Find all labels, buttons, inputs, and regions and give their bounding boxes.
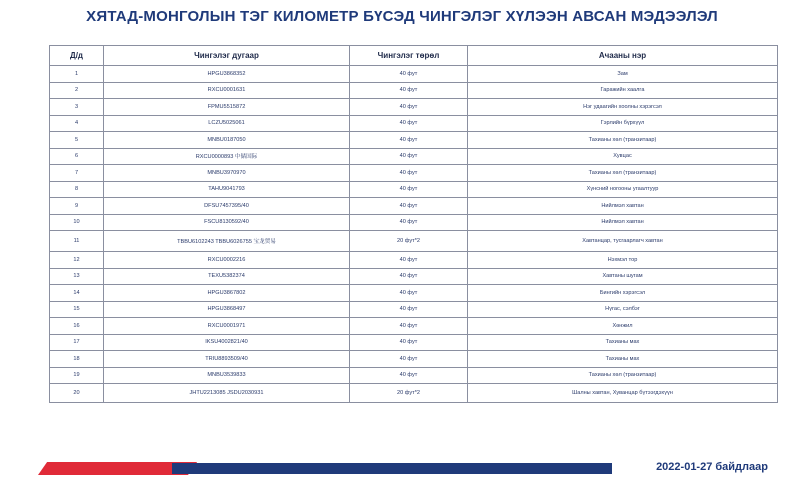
cell-index: 4 [50,115,104,132]
cell-index: 7 [50,165,104,182]
cell-index: 16 [50,318,104,335]
cell-index: 2 [50,82,104,99]
table-row [50,66,778,83]
table-row [50,318,778,335]
cell-container-number: IKSU4002821/40 [104,334,350,351]
table-row [50,285,778,302]
table-header-row [50,46,778,66]
table-row [50,301,778,318]
table-row [50,148,778,165]
cell-index: 14 [50,285,104,302]
table-row [50,115,778,132]
table-row [50,214,778,231]
cell-cargo-name: Хөнжил [468,318,778,335]
page-title: ХЯТАД-МОНГОЛЫН ТЭГ КИЛОМЕТР БҮСЭД ЧИНГЭЛЭГ ХҮЛЭЭН АВСАН МЭДЭЭЛЭЛ [86,8,718,25]
cell-container-number: MNBU3539833 [104,367,350,384]
cell-container-type: 40 фут [350,165,468,182]
cell-container-type: 40 фут [350,132,468,149]
cell-cargo-name: Нийлмэл хавтан [468,214,778,231]
cell-cargo-name: Тахианы мах [468,334,778,351]
table-row [50,268,778,285]
cell-index: 3 [50,99,104,116]
cell-container-number: HPGU3868497 [104,301,350,318]
cell-container-number: DFSU7457395/40 [104,198,350,215]
cell-cargo-name: Нэхмэл тор [468,252,778,269]
cell-container-number: RXCU0002216 [104,252,350,269]
cell-container-number: MNBU0187050 [104,132,350,149]
cell-cargo-name: Шалны хавтан, Хуванцар бүтээгдэхүүн [468,384,778,403]
cell-cargo-name: Тахианы хөл (транзитаар) [468,165,778,182]
cell-container-type: 40 фут [350,198,468,215]
cell-cargo-name: Хувцас [468,148,778,165]
cell-container-number: FSCU8130592/40 [104,214,350,231]
header-index: Д/д [50,46,104,66]
cell-container-number: FPMU5515872 [104,99,350,116]
cell-container-number: JHTU2213085 JSDU2030931 [104,384,350,403]
cell-container-number: TAHU9041793 [104,181,350,198]
cell-container-type: 40 фут [350,367,468,384]
cell-container-type: 40 фут [350,115,468,132]
cell-container-type: 40 фут [350,181,468,198]
table-row [50,351,778,368]
cell-container-number: TEXU5382374 [104,268,350,285]
cell-container-type: 40 фут [350,351,468,368]
cell-cargo-name: Гаражийн хаалга [468,82,778,99]
cell-cargo-name: Нэг удаагийн хоолны хэрэгсэл [468,99,778,116]
report-date: 2022-01-27 байдлаар [656,461,768,473]
cell-container-type: 40 фут [350,252,468,269]
cell-container-type: 40 фут [350,148,468,165]
cell-index: 5 [50,132,104,149]
cell-container-number: LCZU5025061 [104,115,350,132]
cell-container-number: MNBU3970970 [104,165,350,182]
table-row [50,198,778,215]
cell-cargo-name: Тахианы хөл (транзитаар) [468,367,778,384]
cell-index: 1 [50,66,104,83]
cell-container-number: RXCU0001971 [104,318,350,335]
table-row [50,165,778,182]
cell-container-type: 20 фут*2 [350,384,468,403]
footer-stripe-navy [172,463,612,474]
cell-container-type: 20 фут*2 [350,231,468,252]
cell-container-type: 40 фут [350,268,468,285]
cell-index: 6 [50,148,104,165]
cell-cargo-name: Тахианы хөл (транзитаар) [468,132,778,149]
cell-container-type: 40 фут [350,285,468,302]
cell-container-number: HPGU3867802 [104,285,350,302]
container-table [49,45,778,403]
table-row [50,231,778,252]
table-row [50,82,778,99]
header-cargo-name: Ачааны нэр [468,46,778,66]
cell-cargo-name: Бингийн хэрэгсэл [468,285,778,302]
cell-index: 13 [50,268,104,285]
cell-index: 20 [50,384,104,403]
cell-container-number: TRIU8893509/40 [104,351,350,368]
cell-index: 9 [50,198,104,215]
cell-cargo-name: Хавтаны шугам [468,268,778,285]
cell-cargo-name: Тахианы мах [468,351,778,368]
cell-cargo-name: Хүнсний ногооны угаалтуур [468,181,778,198]
table-row [50,181,778,198]
cell-container-type: 40 фут [350,82,468,99]
cell-container-type: 40 фут [350,301,468,318]
cell-index: 8 [50,181,104,198]
table-row [50,132,778,149]
cell-cargo-name: Зам [468,66,778,83]
cell-index: 11 [50,231,104,252]
cell-cargo-name: Нүгас, сэлбэг [468,301,778,318]
table-row [50,99,778,116]
header-container-number: Чингэлэг дугаар [104,46,350,66]
header-container-type: Чингэлэг төрөл [350,46,468,66]
cell-container-number: HPGU3868352 [104,66,350,83]
table-row [50,384,778,403]
cell-index: 12 [50,252,104,269]
cell-index: 15 [50,301,104,318]
cell-container-type: 40 фут [350,99,468,116]
table-row [50,252,778,269]
cell-container-type: 40 фут [350,214,468,231]
cell-cargo-name: Нийлмэл хавтан [468,198,778,215]
cell-container-type: 40 фут [350,318,468,335]
cell-container-number: RXCU0000893 中储国际 [104,148,350,165]
cell-index: 18 [50,351,104,368]
cell-container-type: 40 фут [350,334,468,351]
table-row [50,367,778,384]
cell-index: 19 [50,367,104,384]
cell-cargo-name: Гэрлийн бүрхүүл [468,115,778,132]
cell-index: 17 [50,334,104,351]
cell-index: 10 [50,214,104,231]
cell-container-number: RXCU0001631 [104,82,350,99]
cell-container-number: TBBU6102243 TBBU6026755 宝龙贸易 [104,231,350,252]
cell-container-type: 40 фут [350,66,468,83]
table-row [50,334,778,351]
cell-cargo-name: Хавтанцар, тусгаарлагч хавтан [468,231,778,252]
